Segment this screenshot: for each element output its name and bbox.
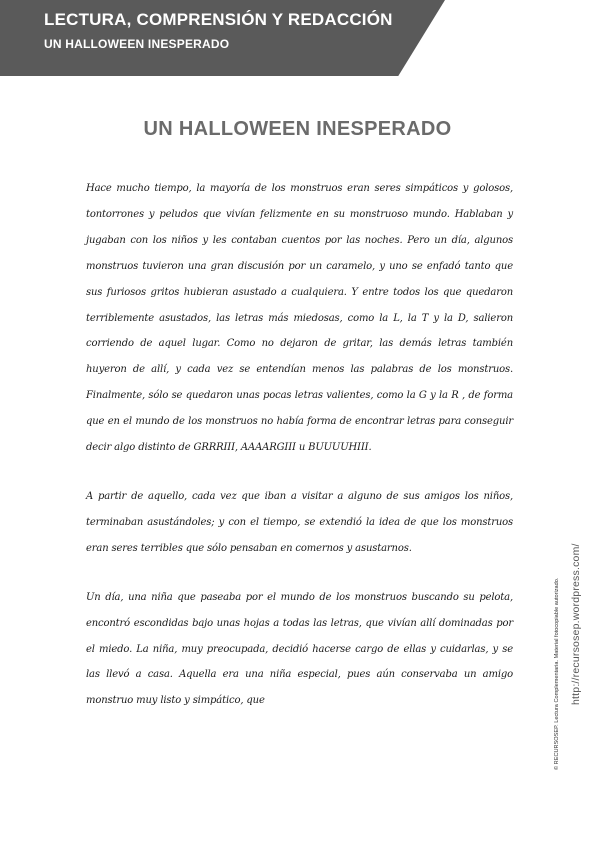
story-body [86,176,513,737]
story-paragraph-1: Hace mucho tiempo, la mayoría de los monstruos eran seres simpáticos y golosos, tontorrones y peludos que vivían felizmente en su monstruoso mundo. Hablaban y jugaban con los niños y les contaban cuentos por las noches. Pero un día, algunos monstruos tuvieron una gran discusión por un caramelo, y uno se enfadó tanto que sus furiosos gritos hubieran asustado a cualquiera. Y entre todos los que quedaron terriblemente asustados, las letras más miedosas, como la L, la T y la D, salieron corriendo de aquel lugar. Como no dejaron de gritar, las demás letras también huyeron de allí, y cada vez se entendían menos las palabras de los monstruos. Finalmente, sólo se quedaron unas pocas letras valientes, como la G y la R , de forma que en el mundo de los monstruos no había forma de encontrar letras para conseguir decir algo distinto de GRRRIII, AAAARGIII u BUUUUHIII. [86,183,513,454]
page-title: UN HALLOWEEN INESPERADO [143,118,452,140]
copyright-notice: © RECURSOSEP. Lectura Complementaria. Material fotocopiable autorizado. [554,577,560,770]
header-subtitle: UN HALLOWEEN INESPERADO [44,37,230,51]
header-title: LECTURA, COMPRENSIÓN Y REDACCIÓN [44,10,393,29]
website-link[interactable]: http://recursosep.wordpress.com/ [570,543,582,705]
story-paragraph-2: A partir de aquello, cada vez que iban a visitar a alguno de sus amigos los niños, terminaban asustándoles; y con el tiempo, se extendió la idea de que los monstruos eran seres terribles que sólo pensaban en comernos y asustarnos. [86,490,513,554]
story-paragraph-3: Un día, una niña que paseaba por el mundo de los monstruos buscando su pelota, encontró escondidas bajo unas hojas a todas las letras, que vivían allí dominadas por el miedo. La niña, muy preocupada, decidió hacerse cargo de ellas y cuidarlas, y se las llevó a casa. Aquella era una niña especial, pues aún conservaba un amigo monstruo muy listo y simpático, que [86,591,513,707]
